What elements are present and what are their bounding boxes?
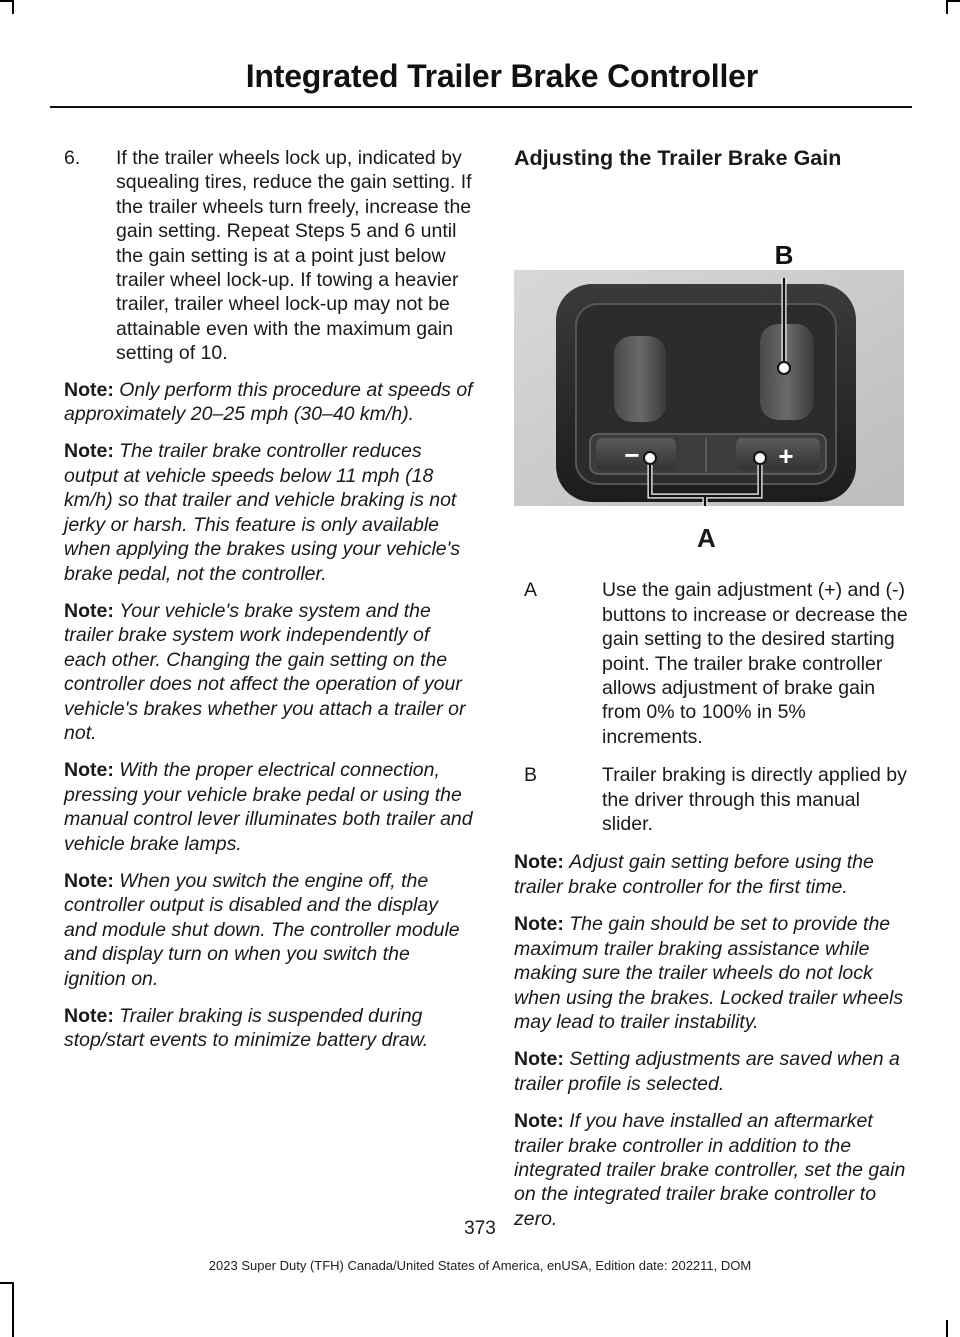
crop-mark (948, 0, 960, 2)
legend-key: A (524, 579, 538, 602)
note-text: When you switch the engine off, the controller output is disabled and the display and module shut down. The controller module and display turn on when you switch the ignition on. (64, 869, 460, 990)
minus-symbol: − (624, 440, 640, 471)
note-label: Note: (514, 1110, 564, 1133)
legend-key: B (524, 764, 538, 787)
note (64, 869, 474, 991)
note-text: Your vehicle's brake system and the trailer brake system work independently of each other. Changing the gain setting on the controller does not affect the operation of your vehicle's brakes whether you attach a trailer or not. (64, 599, 466, 744)
note-text: If you have installed an aftermarket trailer brake controller in addition to the integrated trailer brake controller, set the gain on the integrated trailer brake controller to zero. (514, 1110, 906, 1230)
note-label: Note: (64, 599, 114, 622)
left-column (64, 146, 474, 1066)
note-text: Trailer braking is suspended during stop/start events to minimize battery draw. (64, 1005, 429, 1052)
crop-mark (946, 0, 948, 14)
plus-symbol: + (778, 441, 794, 472)
note-label: Note: (64, 1005, 114, 1027)
crop-mark (946, 1320, 948, 1337)
note-label: Note: (514, 1048, 564, 1071)
section-heading: Adjusting the Trailer Brake Gain (514, 146, 842, 170)
step-number: 6. (64, 147, 81, 169)
note-text: Setting adjustments are saved when a trailer profile is selected. (514, 1048, 900, 1095)
note-label: Note: (64, 440, 114, 463)
note (514, 1047, 910, 1096)
note-label: Note: (64, 378, 114, 401)
note-text: The trailer brake controller reduces output at vehicle speeds below 11 mph (18 km/h) so that trailer and vehicle braking is not jerky or harsh. This feature is only available when applying the brakes using your vehicle's brake pedal, not the controller. (64, 440, 461, 585)
note-label: Note: (64, 869, 114, 892)
note (64, 758, 474, 856)
crop-mark (12, 0, 14, 14)
legend-item (514, 578, 910, 749)
note (514, 1109, 910, 1231)
note-text: Only perform this procedure at speeds of approximately 20–25 mph (30–40 km/h). (64, 378, 473, 426)
callout-label-a: A (697, 523, 716, 554)
legend-item (514, 763, 910, 836)
note (64, 378, 474, 427)
legend-text: Trailer braking is directly applied by the driver through this manual slider. (602, 764, 907, 836)
step-text: If the trailer wheels lock up, indicated by squealing tires, reduce the gain setting. If the trailer wheels turn freely, increase the gain setting. Repeat Steps 5 and 6 until the gain setting is at a point just below trailer wheel lock-up. If towing a heavier trailer, trailer wheel lock-up may not be attainable even with the maximum gain setting of 10. (116, 147, 472, 365)
crop-mark (0, 0, 12, 2)
note (64, 599, 474, 745)
legend-text: Use the gain adjustment (+) and (-) buttons to increase or decrease the gain setting to the desired starting point. The trailer brake controller allows adjustment of brake gain from 0% to 100% in 5% increments. (602, 579, 908, 748)
left-slider-knob (614, 336, 666, 422)
note-text: The gain should be set to provide the maximum trailer braking assistance while making sure the trailer wheels do not lock when using the brakes. Locked trailer wheels may lead to trailer instability. (514, 913, 904, 1033)
note-label: Note: (64, 759, 114, 782)
note (514, 912, 910, 1034)
procedure-step (64, 146, 474, 366)
edition-footer: 2023 Super Duty (TFH) Canada/United States of America, enUSA, Edition date: 202211, DOM (208, 1258, 752, 1273)
callout-dot-a-minus (644, 452, 656, 464)
callout-dot-b (778, 362, 790, 374)
right-column (514, 146, 910, 1244)
brake-controller-illustration (514, 188, 904, 506)
callout-label-b: B (774, 240, 794, 271)
callout-dot-a-plus (754, 452, 766, 464)
note (514, 850, 910, 899)
crop-mark (12, 1284, 14, 1337)
note-text: With the proper electrical connection, pressing your vehicle brake pedal or using the manual control lever illuminates both trailer and vehicle brake lamps. (64, 759, 473, 855)
brake-controller-figure (514, 188, 904, 554)
title-rule (50, 106, 912, 108)
note-label: Note: (514, 851, 564, 874)
page-title: Integrated Trailer Brake Controller (245, 58, 758, 94)
note (64, 439, 474, 585)
page-number: 373 (464, 1218, 496, 1239)
note-text: Adjust gain setting before using the trailer brake controller for the first time. (514, 851, 874, 898)
note (64, 1004, 474, 1053)
note-label: Note: (514, 913, 564, 936)
